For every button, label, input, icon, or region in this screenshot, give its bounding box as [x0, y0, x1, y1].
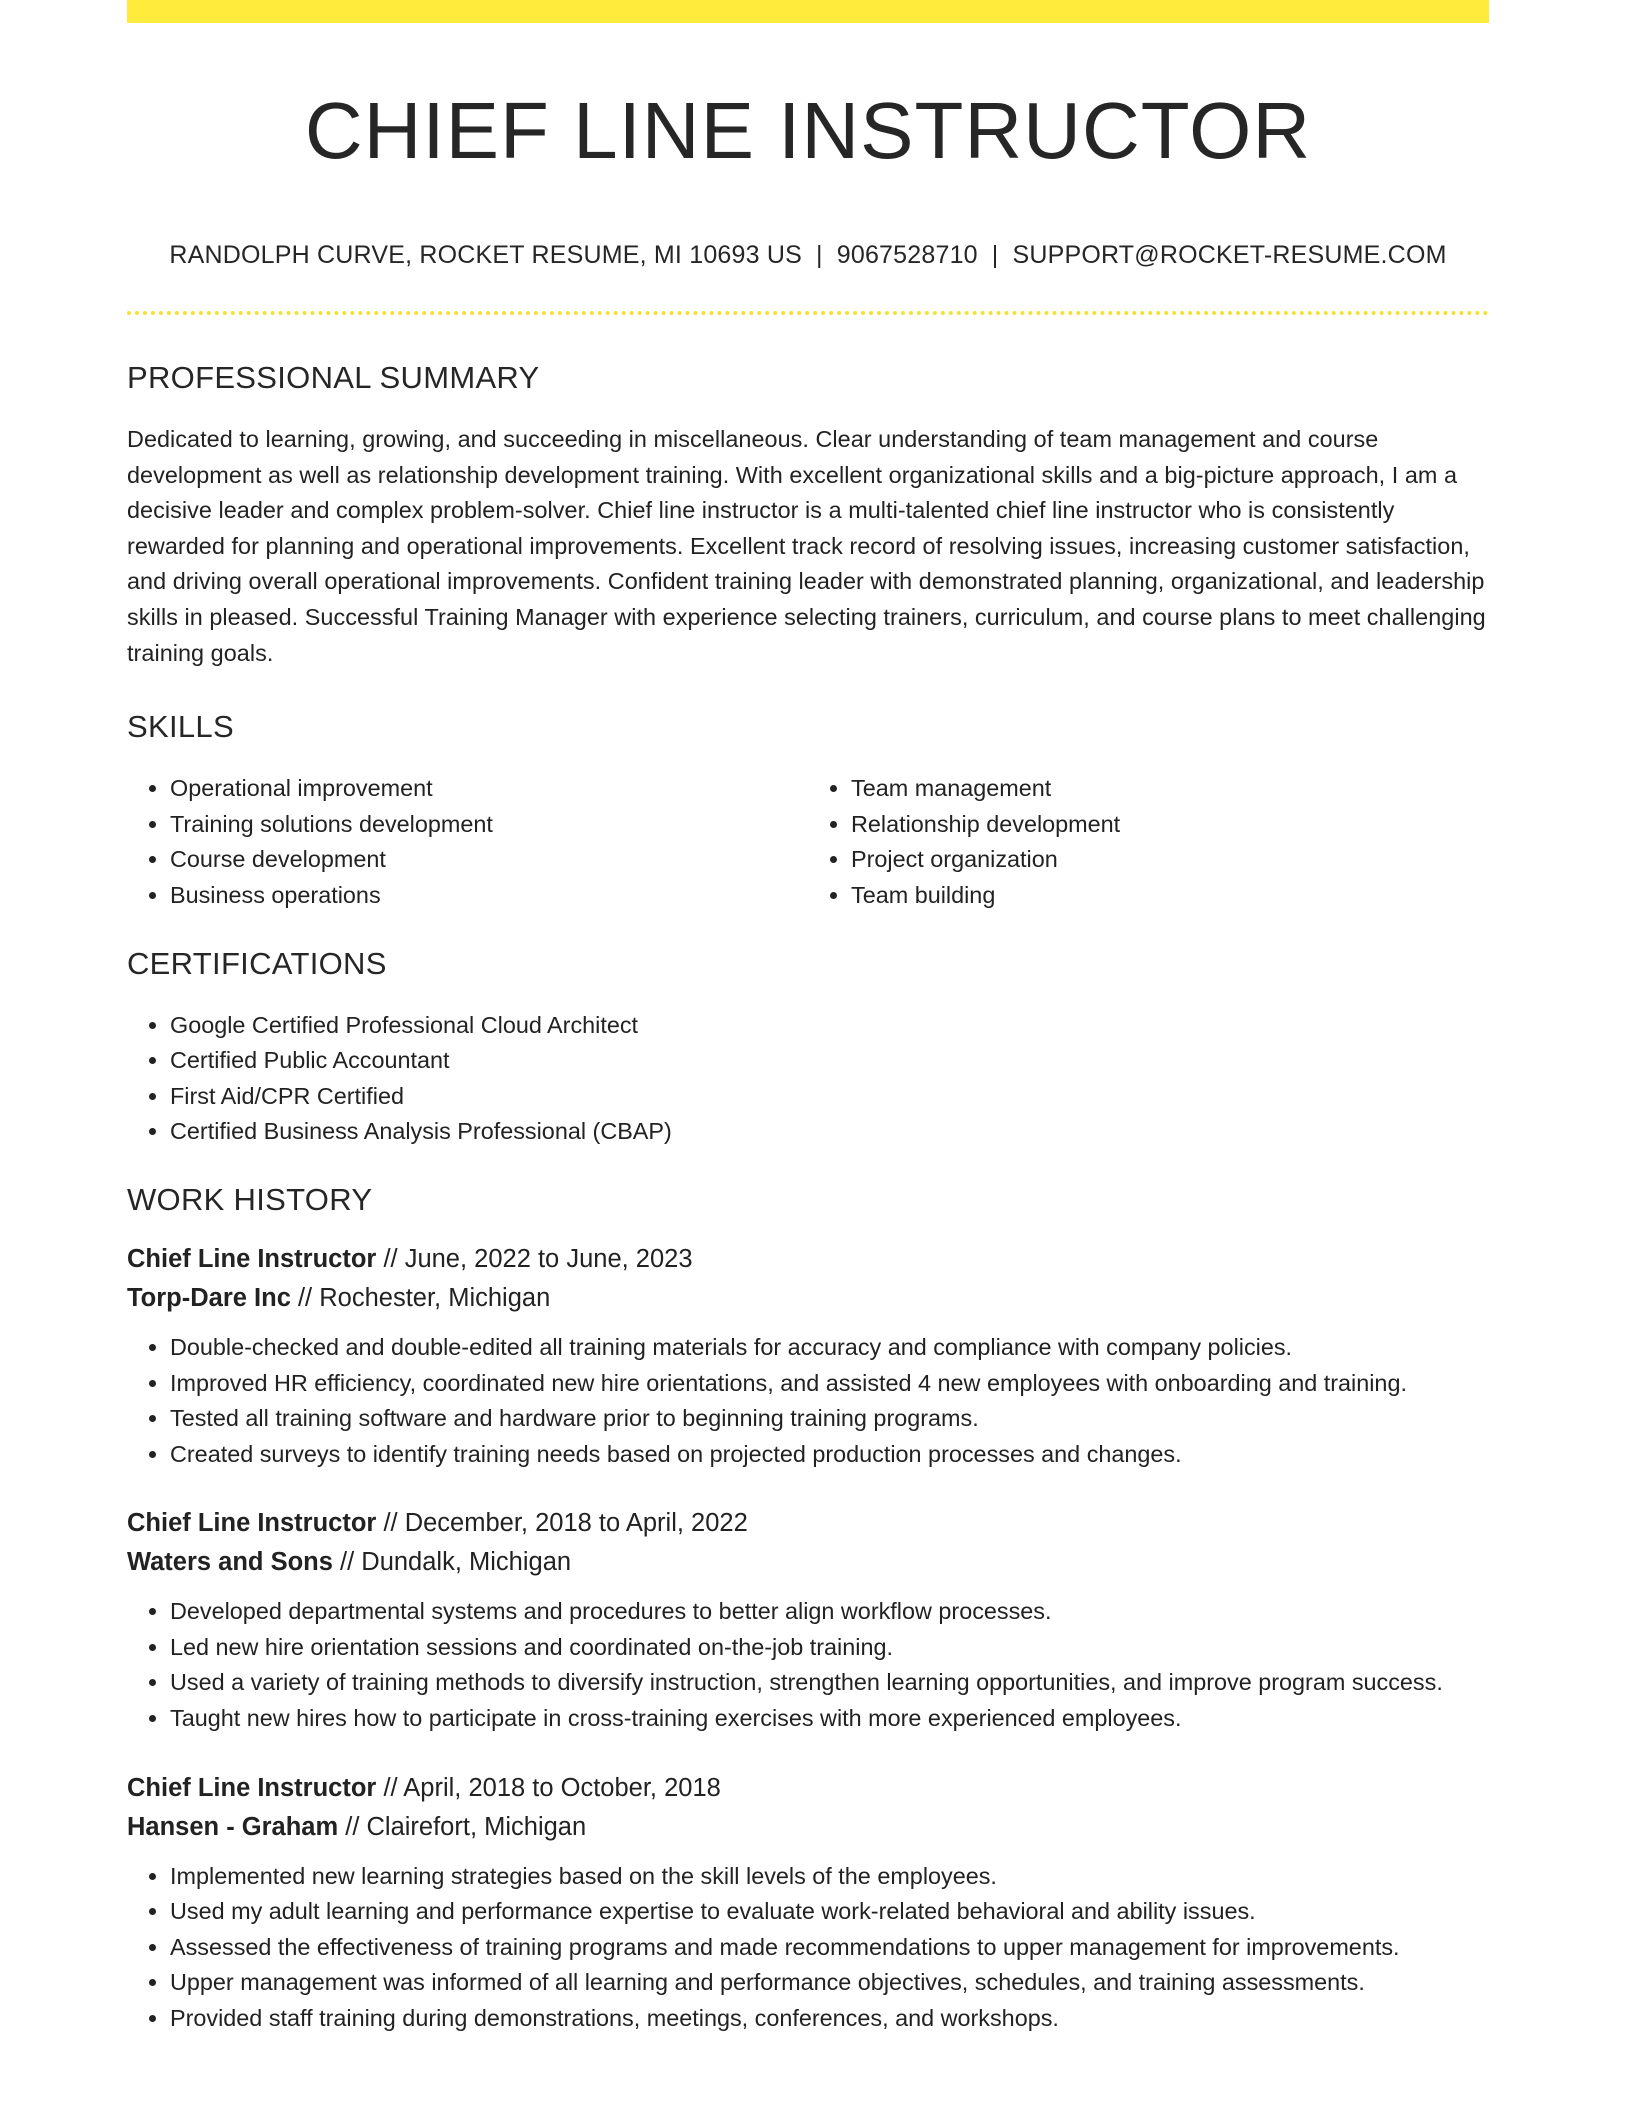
skill-item: • Business operations: [170, 878, 808, 914]
job-bullet: • Improved HR efficiency, coordinated new hire orientations, and assisted 4 new employees with onboarding and training.: [170, 1366, 1489, 1402]
skills-list: [127, 771, 1489, 913]
job-company: Waters and Sons: [127, 1548, 333, 1577]
skill-item: • Course development: [170, 842, 808, 878]
job-bullets: [127, 1330, 1489, 1472]
job-bullet: • Double-checked and double-edited all training materials for accuracy and compliance with company policies.: [170, 1330, 1489, 1366]
job-company-line: [127, 1279, 1489, 1318]
certifications-list: [127, 1008, 1489, 1150]
skill-item: • Team management: [851, 771, 1489, 807]
contact-separator: |: [816, 241, 823, 269]
skill-item: • Relationship development: [851, 807, 1489, 843]
resume-title: CHIEF LINE INSTRUCTOR: [304, 86, 1312, 175]
work-history-heading: WORK HISTORY: [127, 1181, 373, 1217]
job-title-line: [127, 1240, 1489, 1279]
job-bullet: • Assessed the effectiveness of training programs and made recommendations to upper management for improvements.: [170, 1930, 1489, 1966]
job-title: Chief Line Instructor: [127, 1773, 377, 1802]
job-bullets: [127, 1859, 1489, 2037]
job-bullet: • Taught new hires how to participate in cross-training exercises with more experienced employees.: [170, 1701, 1489, 1737]
job-bullet: • Upper management was informed of all learning and performance objectives, schedules, and training assessments.: [170, 1965, 1489, 2001]
certification-item: • Certified Public Accountant: [170, 1043, 1489, 1079]
resume-page: [127, 0, 1489, 2037]
job-company-line: [127, 1543, 1489, 1582]
skill-item: • Training solutions development: [170, 807, 808, 843]
summary-heading: PROFESSIONAL SUMMARY: [127, 360, 540, 395]
job-bullet: • Led new hire orientation sessions and coordinated on-the-job training.: [170, 1630, 1489, 1666]
job-location: // Dundalk, Michigan: [332, 1548, 572, 1577]
job-bullet: • Tested all training software and hardware prior to beginning training programs.: [170, 1401, 1489, 1437]
job-title: Chief Line Instructor: [127, 1509, 377, 1538]
job-dates: // December, 2018 to April, 2022: [376, 1509, 748, 1538]
job-dates: // June, 2022 to June, 2023: [376, 1244, 693, 1273]
summary-text: Dedicated to learning, growing, and succeeding in miscellaneous. Clear understanding of team management and course development as well as relationship development training. With excellent organizational skills and a big-picture approach, I am a decisive leader and complex problem-solver. Chief line instructor is a multi-talented chief line instructor who is consistently rewarded for planning and operational improvements. Excellent track record of resolving issues, increasing customer satisfaction, and driving overall operational improvements. Confident training leader with demonstrated planning, organizational, and leadership skills in pleased. Successful Training Manager with experience selecting trainers, curriculum, and course plans to meet challenging training goals.: [127, 426, 1486, 666]
job-company: Hansen - Graham: [127, 1812, 339, 1841]
job-entry: [127, 1769, 1489, 2037]
job-company-line: [127, 1808, 1489, 1847]
job-bullet: • Used a variety of training methods to diversify instruction, strengthen learning opportunities, and improve program success.: [170, 1665, 1489, 1701]
job-title: Chief Line Instructor: [127, 1244, 377, 1273]
job-location: // Clairefort, Michigan: [338, 1812, 587, 1841]
job-bullet: • Developed departmental systems and procedures to better align workflow processes.: [170, 1594, 1489, 1630]
job-bullets: [127, 1594, 1489, 1736]
skills-column-left: [127, 771, 808, 913]
contact-email[interactable]: SUPPORT@ROCKET-RESUME.COM: [1012, 241, 1447, 269]
certification-item: • Certified Business Analysis Professional (CBAP): [170, 1114, 1489, 1150]
certifications-heading: CERTIFICATIONS: [127, 945, 387, 981]
skills-heading: SKILLS: [127, 709, 234, 745]
accent-bar: [127, 0, 1489, 23]
certification-item: • Google Certified Professional Cloud Architect: [170, 1008, 1489, 1044]
job-entry: [127, 1504, 1489, 1736]
dotted-divider: [127, 311, 1489, 315]
certification-item: • First Aid/CPR Certified: [170, 1079, 1489, 1115]
job-bullet: • Used my adult learning and performance expertise to evaluate work-related behavioral and ability issues.: [170, 1894, 1489, 1930]
skills-column-right: [808, 771, 1489, 913]
contact-line: [127, 241, 1489, 270]
job-location: // Rochester, Michigan: [290, 1283, 551, 1312]
job-company: Torp-Dare Inc: [127, 1283, 291, 1312]
skill-item: • Team building: [851, 878, 1489, 914]
job-bullet: • Implemented new learning strategies based on the skill levels of the employees.: [170, 1859, 1489, 1895]
contact-separator: |: [991, 241, 999, 269]
contact-phone[interactable]: 9067528710: [836, 241, 978, 269]
job-bullet: • Created surveys to identify training needs based on projected production processes and changes.: [170, 1437, 1489, 1473]
job-title-line: [127, 1769, 1489, 1808]
job-title-line: [127, 1504, 1489, 1543]
skill-item: • Project organization: [851, 842, 1489, 878]
job-dates: // April, 2018 to October, 2018: [376, 1773, 721, 1802]
skill-item: • Operational improvement: [170, 771, 808, 807]
contact-address: RANDOLPH CURVE, ROCKET RESUME, MI 10693 US: [169, 241, 803, 269]
job-bullet: • Provided staff training during demonstrations, meetings, conferences, and workshops.: [170, 2001, 1489, 2037]
job-entry: [127, 1240, 1489, 1472]
